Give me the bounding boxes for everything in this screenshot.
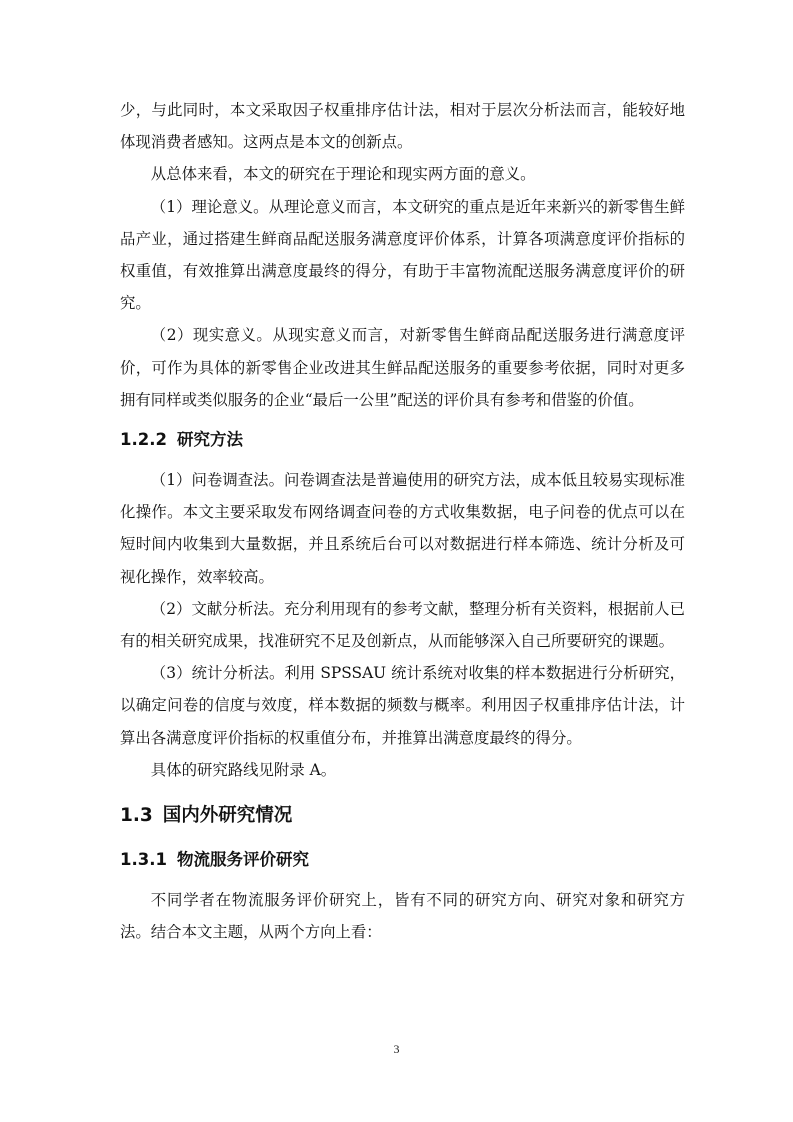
paragraph-continuation: 少，与此同时，本文采取因子权重排序估计法，相对于层次分析法而言，能较好地体现消费者感知。这两点是本文的创新点。 bbox=[120, 101, 685, 152]
section-title: 研究方法 bbox=[176, 430, 243, 450]
page-number: 3 bbox=[393, 1042, 400, 1056]
paragraph-questionnaire-method: （1）问卷调查法。问卷调查法是普遍使用的研究方法，成本低且较易实现标准化操作。本文主要采取发布网络调查问卷的方式收集数据，电子问卷的优点可以在短时间内收集到大量数据，并且系统后台可以对数据进行样本筛选、统计分析及可视化操作，效率较高。 bbox=[120, 471, 685, 586]
page-body bbox=[120, 94, 685, 948]
paragraph-practical-significance: （2）现实意义。从现实意义而言，对新零售生鲜商品配送服务进行满意度评价，可作为具体的新零售企业改进其生鲜品配送服务的重要参考依据，同时对更多拥有同样或类似服务的企业“最后一公里”配送的评价具有参考和借鉴的价值。 bbox=[120, 326, 685, 409]
section-number: 1.2.2 bbox=[120, 430, 167, 450]
section-heading-1-2-2 bbox=[120, 422, 685, 458]
paragraph-literature-method: （2）文献分析法。充分利用现有的参考文献，整理分析有关资料，根据前人已有的相关研究成果，找准研究不足及创新点，从而能够深入自己所要研究的课题。 bbox=[120, 599, 685, 651]
section-heading-1-3-1 bbox=[120, 842, 685, 878]
section-number: 1.3.1 bbox=[120, 850, 167, 870]
paragraph-significance-intro: 从总体来看，本文的研究在于理论和现实两方面的意义。 bbox=[150, 165, 536, 184]
section-title: 物流服务评价研究 bbox=[176, 850, 309, 870]
paragraph-theoretical-significance: （1）理论意义。从理论意义而言，本文研究的重点是近年来新兴的新零售生鲜品产业，通过搭建生鲜商品配送服务满意度评价体系，计算各项满意度评价指标的权重值，有效推算出满意度最终的得分，有助于丰富物流配送服务满意度评价的研究。 bbox=[120, 197, 685, 313]
section-title: 国内外研究情况 bbox=[162, 805, 293, 827]
paragraph-statistical-method: （3）统计分析法。利用 SPSSAU 统计系统对收集的样本数据进行分析研究，以确定问卷的信度与效度，样本数据的频数与概率。利用因子权重排序估计法，计算出各满意度评价指标的权重值分布，并推算出满意度最终的得分。 bbox=[120, 664, 685, 747]
paragraph-logistics-evaluation: 不同学者在物流服务评价研究上，皆有不同的研究方向、研究对象和研究方法。结合本文主题，从两个方向上看： bbox=[120, 891, 685, 942]
section-heading-1-3 bbox=[120, 796, 685, 836]
paragraph-research-route: 具体的研究路线见附录 A。 bbox=[150, 760, 337, 779]
section-number: 1.3 bbox=[120, 805, 153, 827]
